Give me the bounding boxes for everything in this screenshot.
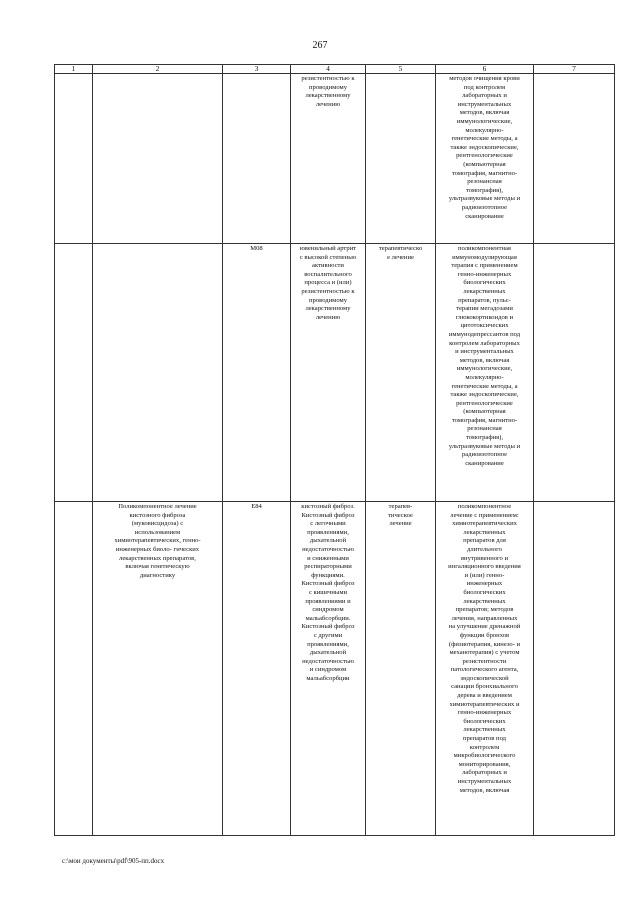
column-header: 1 xyxy=(55,65,93,74)
footer-file-path: c:\мои документы\pdf\905-пп.docx xyxy=(62,857,165,865)
table-cell xyxy=(93,74,223,244)
table-cell xyxy=(55,502,93,836)
column-header: 6 xyxy=(436,65,534,74)
table-cell: резистентностью к проводимому лекарственному лечению xyxy=(291,74,366,244)
table-row xyxy=(55,502,615,836)
column-header: 4 xyxy=(291,65,366,74)
column-header: 3 xyxy=(223,65,291,74)
table-cell: M08 xyxy=(223,244,291,502)
table-cell xyxy=(366,74,436,244)
table-cell xyxy=(534,502,615,836)
page-number: 267 xyxy=(312,40,328,51)
table-cell xyxy=(534,74,615,244)
table-cell xyxy=(93,244,223,502)
table-cell xyxy=(223,74,291,244)
table-cell: методов очищения крови под контролем лабораторных и инструментальных методов, включая иммунологические, молекулярно- генетические методы, а также эндоскопические, рентгенологические (компьютерная томография, магнитно- резонансная томография), ультразвуковые методы и радиоизотопное сканирование xyxy=(436,74,534,244)
table-row xyxy=(55,244,615,502)
table-cell: кистозный фиброз. Кистозный фиброз с легочными проявлениями, дыхательной недостаточностью и сниженными респираторными функциями. Кистозный фиброз с кишечными проявлениями и синдромом мальабсорбции. Кистозный фиброз с другими проявлениями, дыхательной недостаточностью и синдромом мальабсорбции xyxy=(291,502,366,836)
table-cell xyxy=(534,244,615,502)
table-cell: терапевтическо е лечение xyxy=(366,244,436,502)
table-cell: поликомпонентное лечение с применением: химиотерапевтических лекарственных препаратов для длительного внутривенного и ингаляционного введения и (или) генно- инженерных биологических лекарственных препаратов; методов лечения, направленных на улучшение дренажной функции бронхов (физиотерапия, кинезо- и механотерапия) с учетом резистентности патологического агента, эндоскопической санации бронхиального дерева и введением химиотерапевтических и генно-инженерных биологических лекарственных препаратов под контролем микробиологического мониторирования, лабораторных и инструментальных методов, включая xyxy=(436,502,534,836)
table-cell: поликомпонентная иммуномодулирующая терапия с применением генно-инженерных биологических лекарственных препаратов, пульс- терапии мегадозами глюкокортикоидов и цитотоксических иммунодепрессантов под контролем лабораторных и инструментальных методов, включая иммунологические, молекулярно- генетические методы, а также эндоскопические, рентгенологические (компьютерная томография, магнитно- резонансная томография), ультразвуковые методы и радиоизотопное сканирование xyxy=(436,244,534,502)
column-header-row xyxy=(55,65,615,74)
document-table xyxy=(54,64,615,836)
column-header: 7 xyxy=(534,65,615,74)
column-header: 5 xyxy=(366,65,436,74)
table-cell xyxy=(55,244,93,502)
table-cell: терапев- тическое лечение xyxy=(366,502,436,836)
table-cell: E84 xyxy=(223,502,291,836)
column-header: 2 xyxy=(93,65,223,74)
table-row xyxy=(55,74,615,244)
table-cell: Поликомпонентное лечение кистозного фиброза (муковисцидоза) с использованием химиотерапевтических, генно- инженерных биоло- гических лекарственных препаратов, включая генетическую диагностику xyxy=(93,502,223,836)
table-cell: ювенильный артрит с высокой степенью активности воспалительного процесса и (или) резистентностью к проводимому лекарственному лечению xyxy=(291,244,366,502)
table-cell xyxy=(55,74,93,244)
